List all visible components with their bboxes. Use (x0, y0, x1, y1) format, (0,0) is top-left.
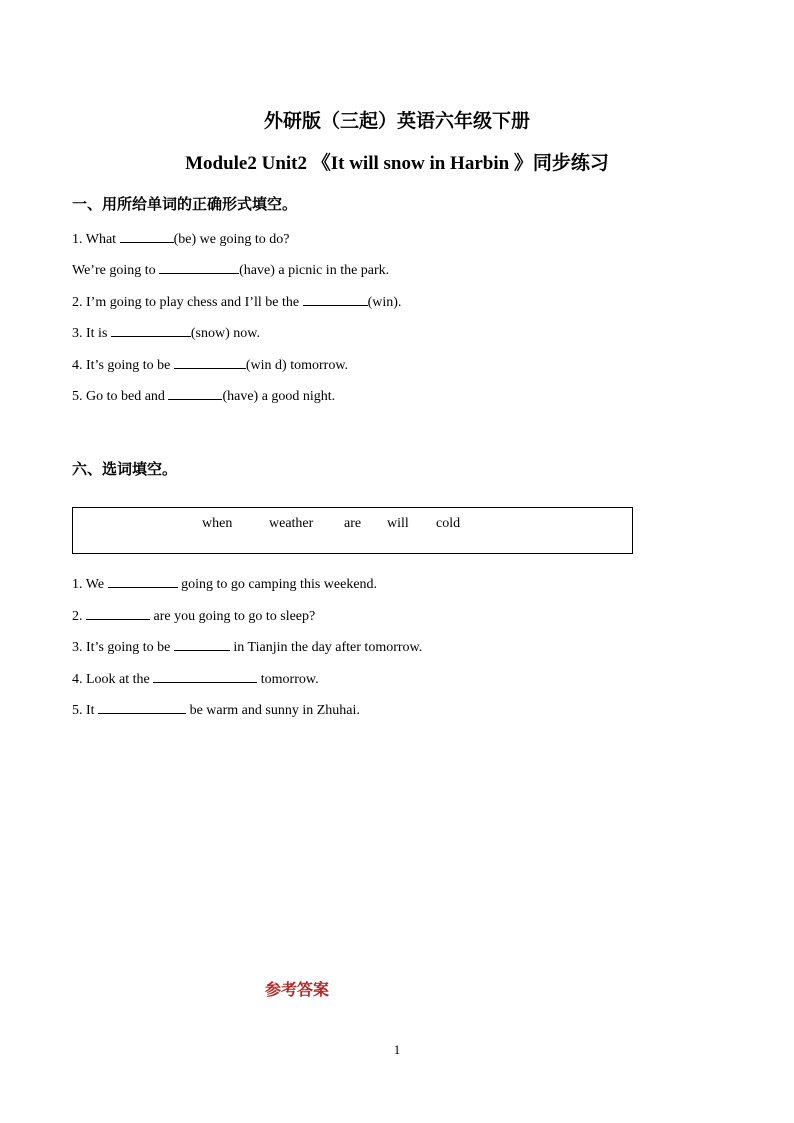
line-text: (be) we going to do? (173, 232, 290, 247)
answer-blank[interactable] (174, 638, 230, 651)
line-text: 3. It is (72, 326, 111, 341)
line-text: in Tianjin the day after tomorrow. (229, 640, 423, 655)
answer-blank[interactable] (111, 324, 191, 337)
line-text: 1. What (72, 232, 120, 247)
page-subtitle: Module2 Unit2 《It will snow in Harbin 》同步练习 (185, 153, 609, 174)
answer-blank[interactable] (98, 701, 186, 714)
answer-blank[interactable] (168, 387, 222, 400)
line-text: 5. Go to bed and (72, 389, 169, 404)
answer-blank[interactable] (159, 261, 239, 274)
line-text: 5. It (72, 703, 99, 718)
line-text: going to go camping this weekend. (177, 577, 378, 592)
exercise-line (72, 638, 422, 656)
exercise-line (72, 293, 401, 311)
line-text: (snow) now. (190, 326, 260, 341)
line-text: 1. We (72, 577, 108, 592)
section2-heading: 六、选词填空。 (72, 462, 178, 478)
answer-key-heading: 参考答案 (264, 982, 329, 999)
line-text: 4. It’s going to be (72, 358, 174, 373)
line-text: tomorrow. (257, 672, 319, 687)
exercise-line (72, 324, 260, 342)
answer-blank[interactable] (108, 575, 178, 588)
section1-heading: 一、用所给单词的正确形式填空。 (72, 197, 298, 213)
exercise-line (72, 356, 348, 374)
line-text: 4. Look at the (72, 672, 154, 687)
page-title: 外研版（三起）英语六年级下册 (263, 111, 530, 132)
line-text: (have) a good night. (222, 389, 336, 404)
line-text: are you going to go to sleep? (150, 609, 316, 624)
answer-blank[interactable] (174, 356, 246, 369)
word-bank-item: when (202, 516, 233, 531)
answer-blank[interactable] (120, 230, 174, 243)
line-text: We’re going to (72, 263, 160, 278)
answer-blank[interactable] (86, 607, 150, 620)
answer-blank[interactable] (153, 670, 257, 683)
line-text: 2. I’m going to play chess and I’ll be the (72, 295, 303, 310)
exercise-line (72, 701, 360, 719)
exercise-line (72, 261, 389, 279)
exercise-line (72, 230, 289, 248)
line-text: be warm and sunny in Zhuhai. (186, 703, 360, 718)
line-text: 2. (72, 609, 86, 624)
word-bank-item: weather (269, 516, 314, 531)
exercise-line (72, 607, 315, 625)
word-bank-item: cold (436, 516, 461, 531)
exercise-line (72, 387, 335, 405)
line-text: (win). (367, 295, 402, 310)
exercise-line (72, 670, 319, 688)
line-text: (have) a picnic in the park. (239, 263, 390, 278)
word-bank-box (72, 507, 633, 554)
answer-blank[interactable] (303, 293, 368, 306)
word-bank-item: will (387, 516, 409, 531)
word-bank-item: are (344, 516, 362, 531)
line-text: 3. It’s going to be (72, 640, 174, 655)
page-number: 1 (393, 1042, 401, 1057)
line-text: (win d) tomorrow. (245, 358, 349, 373)
exercise-line (72, 575, 377, 593)
